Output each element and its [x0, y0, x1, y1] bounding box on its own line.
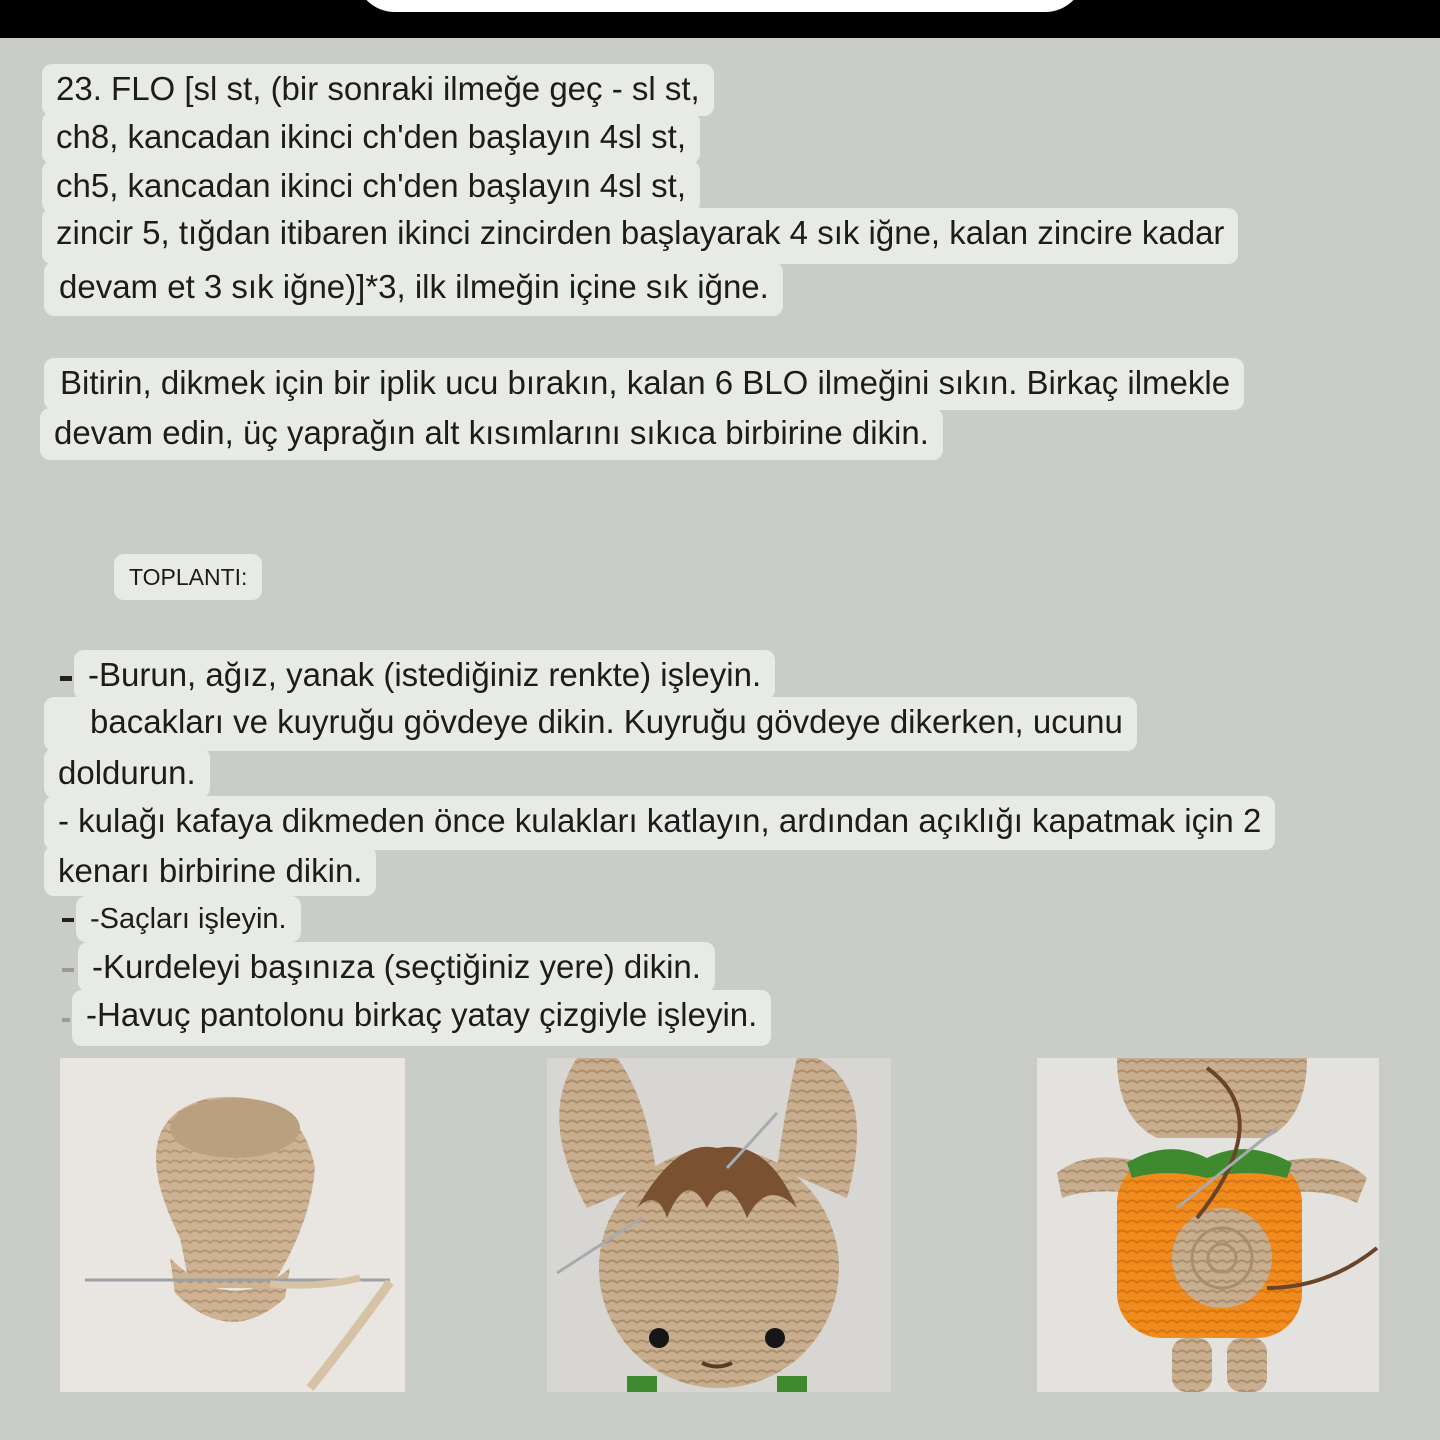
photo-bunny-tail: [1037, 1058, 1379, 1392]
assembly-item4: -Saçları işleyin.: [76, 896, 301, 942]
step23-line1: 23. FLO [sl st, (bir sonraki ilmeğe geç - sl st,: [42, 64, 714, 116]
bullet-dash: [62, 918, 74, 922]
step23-line4: zincir 5, tığdan itibaren ikinci zincirden başlayarak 4 sık iğne, kalan zincire kadar: [42, 208, 1238, 264]
assembly-item3a: - kulağı kafaya dikmeden önce kulakları katlayın, ardından açıklığı kapatmak için 2: [44, 796, 1275, 850]
assembly-item2b: doldurun.: [44, 748, 210, 798]
assembly-item1: -Burun, ağız, yanak (istediğiniz renkte) işleyin.: [74, 650, 775, 700]
finish-line1: Bitirin, dikmek için bir iplik ucu bırakın, kalan 6 BLO ilmeğini sıkın. Birkaç ilmekle: [44, 358, 1244, 410]
step23-line2: ch8, kancadan ikinci ch'den başlayın 4sl st,: [42, 112, 700, 164]
step23-line5: devam et 3 sık iğne)]*3, ilk ilmeğin içine sık iğne.: [44, 262, 783, 316]
assembly-item3b: kenarı birbirine dikin.: [44, 846, 376, 896]
photo-bunny-hair: [547, 1058, 891, 1392]
finish-line2: devam edin, üç yaprağın alt kısımlarını sıkıca birbirine dikin.: [40, 408, 943, 460]
assembly-heading: TOPLANTI:: [114, 554, 262, 600]
bullet-dash: [60, 676, 72, 681]
photo-ear-sewing: [60, 1058, 405, 1392]
assembly-item5: -Kurdeleyi başınıza (seçtiğiniz yere) dikin.: [78, 942, 715, 992]
bullet-dash: [62, 968, 74, 972]
bullet-dash: [62, 1018, 70, 1022]
top-pill: [355, 0, 1085, 12]
step23-line3: ch5, kancadan ikinci ch'den başlayın 4sl st,: [42, 161, 700, 213]
status-bar: [0, 0, 1440, 38]
assembly-item2a: bacakları ve kuyruğu gövdeye dikin. Kuyruğu gövdeye dikerken, ucunu: [44, 697, 1137, 751]
assembly-item6: -Havuç pantolonu birkaç yatay çizgiyle işleyin.: [72, 990, 771, 1046]
